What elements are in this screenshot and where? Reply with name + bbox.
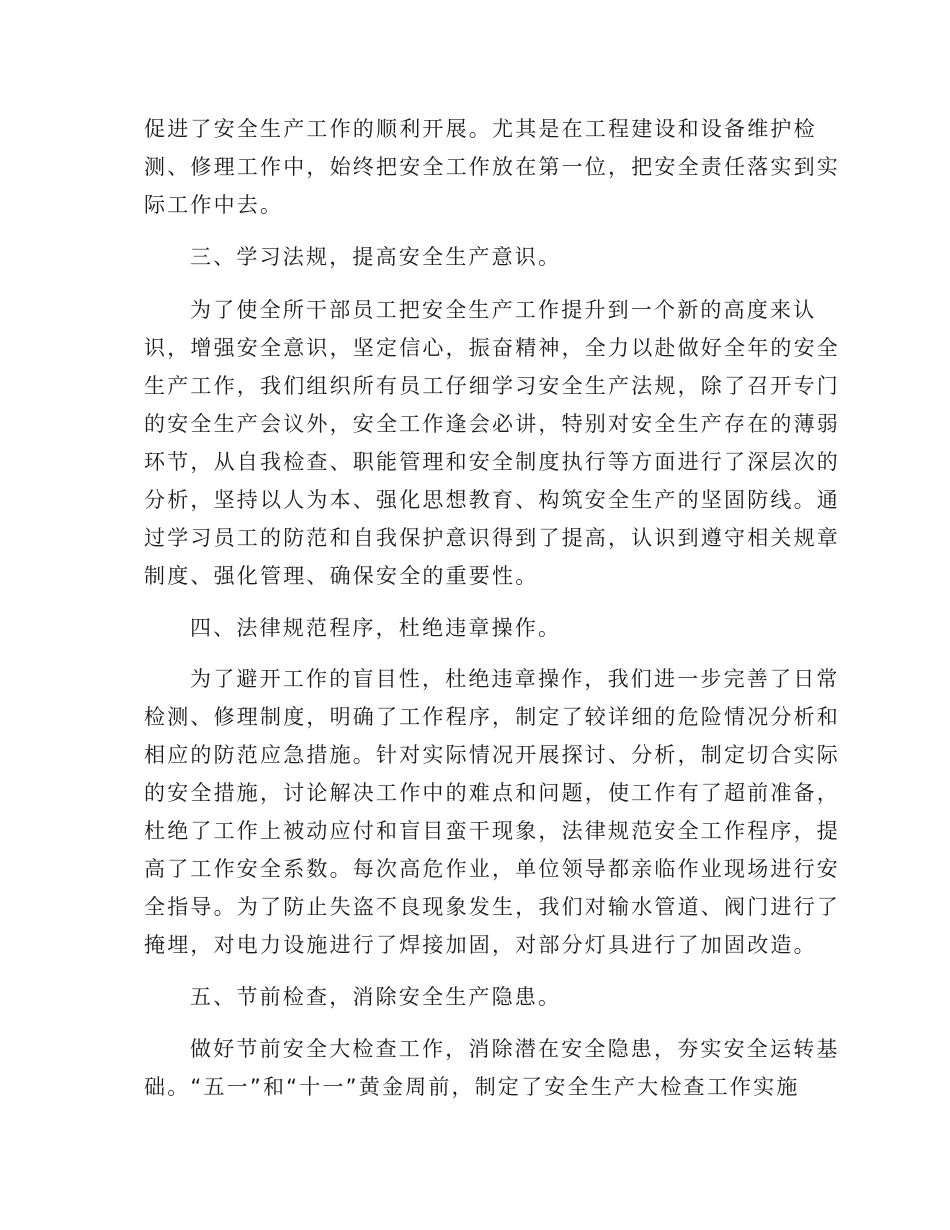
text-line: 制度、强化管理、确保安全的重要性。 bbox=[144, 564, 539, 588]
section-heading: 五、节前检查，消除安全生产隐患。 bbox=[190, 985, 562, 1009]
text-line: 的安全措施，讨论解决工作中的难点和问题，使工作有了超前准备， bbox=[144, 781, 840, 805]
text-line: 识，增强安全意识，坚定信心，振奋精神，全力以赴做好全年的安全 bbox=[144, 336, 840, 360]
text-line: 做好节前安全大检查工作，消除潜在安全隐患，夯实安全运转基 bbox=[190, 1037, 840, 1061]
text-line: 测、修理工作中，始终把安全工作放在第一位，把安全责任落实到实 bbox=[144, 155, 840, 179]
text-line: 相应的防范应急措施。针对实际情况开展探讨、分析，制定切合实际 bbox=[144, 743, 840, 767]
text-line: 为了避开工作的盲目性，杜绝违章操作，我们进一步完善了日常 bbox=[190, 667, 840, 691]
text-line: 的安全生产会议外，安全工作逢会必讲，特别对安全生产存在的薄弱 bbox=[144, 412, 840, 436]
text-line: 全指导。为了防止失盗不良现象发生，我们对输水管道、阀门进行了 bbox=[144, 895, 840, 919]
text-line: 环节，从自我检查、职能管理和安全制度执行等方面进行了深层次的 bbox=[144, 450, 840, 474]
text-line: 杜绝了工作上被动应付和盲目蛮干现象，法律规范安全工作程序，提 bbox=[144, 819, 840, 843]
text-line: 生产工作，我们组织所有员工仔细学习安全生产法规，除了召开专门 bbox=[144, 374, 840, 398]
text-line: 分析，坚持以人为本、强化思想教育、构筑安全生产的坚固防线。通 bbox=[144, 488, 840, 512]
text-line: 为了使全所干部员工把安全生产工作提升到一个新的高度来认 bbox=[190, 298, 817, 322]
text-line: 掩埋，对电力设施进行了焊接加固，对部分灯具进行了加固改造。 bbox=[144, 933, 817, 957]
section-heading: 三、学习法规，提高安全生产意识。 bbox=[190, 245, 562, 269]
text-line: 际工作中去。 bbox=[144, 193, 284, 217]
text-line: 检测、修理制度，明确了工作程序，制定了较详细的危险情况分析和 bbox=[144, 705, 840, 729]
text-line: 促进了安全生产工作的顺利开展。尤其是在工程建设和设备维护检 bbox=[144, 117, 817, 141]
text-line: 础。“五一”和“十一”黄金周前，制定了安全生产大检查工作实施 bbox=[144, 1075, 800, 1099]
text-line: 过学习员工的防范和自我保护意识得到了提高，认识到遵守相关规章 bbox=[144, 526, 840, 550]
text-line: 高了工作安全系数。每次高危作业，单位领导都亲临作业现场进行安 bbox=[144, 857, 840, 881]
section-heading: 四、法律规范程序，杜绝违章操作。 bbox=[190, 616, 562, 640]
